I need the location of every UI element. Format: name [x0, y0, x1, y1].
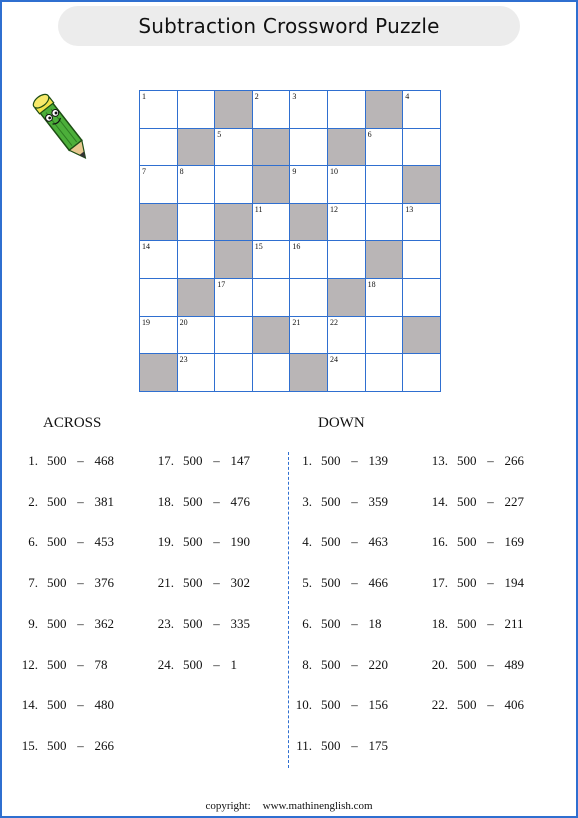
clue-subtrahend: 220 — [368, 656, 388, 672]
clue-minuend: 500 — [321, 493, 341, 509]
clue-number: 17. — [431, 575, 448, 591]
copyright-label: copyright: — [205, 800, 251, 812]
clue-operator: – — [213, 493, 220, 509]
clue-minuend: 500 — [183, 453, 203, 468]
clue-minuend: 500 — [183, 656, 203, 672]
cell-number: 9 — [292, 167, 297, 177]
grid-cell-blocked — [328, 279, 366, 317]
clue-number: 14. — [431, 493, 448, 509]
grid-cell-blocked — [290, 354, 328, 392]
clue-number: 18. — [157, 493, 174, 509]
down-clue — [288, 737, 388, 755]
clue-minuend: 500 — [183, 575, 203, 591]
clue-number: 6. — [302, 615, 312, 631]
clue-subtrahend: 139 — [368, 453, 388, 468]
cell-number: 7 — [142, 167, 146, 177]
clue-subtrahend: 169 — [504, 534, 524, 550]
cell-number: 21 — [292, 317, 301, 327]
clue-minuend: 500 — [321, 697, 341, 713]
grid-cell[interactable] — [290, 166, 328, 204]
across-clue — [150, 452, 250, 470]
clue-operator: – — [351, 453, 358, 468]
grid-cell[interactable] — [403, 354, 441, 392]
clue-operator: – — [77, 656, 84, 672]
grid-cell-blocked — [253, 129, 291, 167]
across-clue — [14, 737, 114, 755]
clue-number: 19. — [157, 534, 174, 550]
clue-subtrahend: 489 — [504, 656, 524, 672]
clue-subtrahend: 362 — [94, 615, 114, 631]
clue-minuend: 500 — [47, 615, 67, 631]
clue-number: 7. — [28, 575, 38, 591]
clue-number: 13. — [431, 453, 448, 468]
clue-number: 4. — [302, 534, 312, 550]
grid-cell[interactable] — [253, 279, 291, 317]
cell-number: 12 — [330, 204, 338, 214]
down-clue — [424, 656, 524, 674]
clue-operator: – — [77, 493, 84, 509]
cell-number: 16 — [292, 242, 301, 252]
clue-operator: – — [351, 656, 358, 672]
grid-cell[interactable] — [215, 279, 253, 317]
grid-cell[interactable] — [290, 241, 328, 279]
clue-subtrahend: 190 — [230, 534, 250, 550]
clue-subtrahend: 78 — [94, 656, 108, 672]
grid-cell-blocked — [140, 354, 178, 392]
across-clue — [14, 493, 114, 511]
clue-minuend: 500 — [321, 656, 341, 672]
cell-number: 1 — [142, 92, 146, 101]
cell-number: 4 — [405, 92, 410, 101]
clue-subtrahend: 468 — [94, 453, 114, 468]
across-clue — [150, 533, 250, 551]
down-clue — [424, 493, 524, 511]
grid-cell[interactable] — [178, 354, 216, 392]
clue-minuend: 500 — [47, 453, 67, 468]
clue-minuend: 500 — [457, 697, 477, 713]
clue-minuend: 500 — [321, 575, 341, 591]
grid-cell[interactable] — [253, 354, 291, 392]
clue-number: 1. — [28, 453, 38, 468]
grid-cell[interactable] — [366, 354, 404, 392]
grid-cell[interactable] — [328, 166, 366, 204]
clue-number: 10. — [295, 697, 312, 713]
grid-cell[interactable] — [290, 91, 328, 129]
grid-cell[interactable] — [328, 204, 366, 242]
grid-cell[interactable] — [366, 129, 404, 167]
cell-number: 2 — [254, 92, 259, 101]
grid-cell[interactable] — [215, 166, 253, 204]
clue-minuend: 500 — [321, 737, 341, 753]
clue-number: 6. — [28, 534, 38, 550]
clue-minuend: 500 — [457, 453, 477, 468]
down-clue — [288, 574, 388, 592]
clue-operator: – — [351, 575, 358, 591]
clue-subtrahend: 266 — [94, 737, 114, 753]
grid-cell[interactable] — [253, 204, 291, 242]
clue-operator: – — [213, 575, 220, 591]
clue-number: 16. — [431, 534, 448, 550]
cell-number: 23 — [179, 355, 188, 365]
clue-minuend: 500 — [183, 534, 203, 550]
clue-operator: – — [77, 615, 84, 631]
website-link[interactable]: www.mathinenglish.com — [262, 800, 373, 812]
clue-subtrahend: 147 — [230, 453, 250, 468]
grid-cell[interactable] — [140, 166, 178, 204]
clue-operator: – — [487, 493, 494, 509]
cell-number: 3 — [292, 92, 297, 101]
clue-minuend: 500 — [321, 615, 341, 631]
down-clue — [288, 533, 388, 551]
clue-subtrahend: 211 — [504, 615, 524, 631]
cell-number: 20 — [179, 317, 188, 327]
clue-operator: – — [77, 697, 84, 713]
cell-number: 6 — [367, 129, 372, 139]
cell-number: 11 — [254, 204, 263, 214]
grid-cell[interactable] — [178, 204, 216, 242]
cell-number: 19 — [142, 317, 150, 327]
clue-subtrahend: 266 — [504, 453, 524, 468]
clue-number: 11. — [296, 737, 312, 753]
clue-operator: – — [487, 575, 494, 591]
grid-cell[interactable] — [366, 204, 404, 242]
clue-number: 20. — [431, 656, 448, 672]
grid-cell[interactable] — [215, 317, 253, 355]
grid-cell[interactable] — [403, 279, 441, 317]
grid-cell-blocked — [253, 317, 291, 355]
grid-cell[interactable] — [403, 241, 441, 279]
down-clue — [424, 615, 524, 633]
grid-cell-blocked — [140, 204, 178, 242]
clue-subtrahend: 480 — [94, 697, 114, 713]
clue-number: 14. — [21, 697, 38, 713]
clue-operator: – — [213, 534, 220, 550]
across-clue — [14, 452, 114, 470]
clue-minuend: 500 — [183, 493, 203, 509]
grid-cell[interactable] — [253, 241, 291, 279]
grid-cell[interactable] — [178, 91, 216, 129]
grid-cell-blocked — [215, 204, 253, 242]
clue-operator: – — [487, 697, 494, 713]
grid-cell[interactable] — [215, 354, 253, 392]
grid-cell-blocked — [215, 91, 253, 129]
clue-minuend: 500 — [321, 453, 341, 468]
grid-cell[interactable] — [290, 279, 328, 317]
cell-number: 22 — [330, 317, 338, 327]
clue-number: 12. — [21, 656, 38, 672]
grid-cell[interactable] — [328, 241, 366, 279]
across-clue — [150, 574, 250, 592]
pencil-icon — [32, 88, 92, 170]
grid-cell[interactable] — [215, 129, 253, 167]
clue-subtrahend: 227 — [504, 493, 524, 509]
clue-subtrahend: 302 — [230, 575, 250, 591]
clue-minuend: 500 — [47, 656, 67, 672]
clue-subtrahend: 466 — [368, 575, 388, 591]
clue-subtrahend: 406 — [504, 697, 524, 713]
clue-operator: – — [77, 453, 84, 468]
cell-number: 18 — [367, 280, 376, 289]
clue-operator: – — [351, 615, 358, 631]
clue-number: 22. — [431, 697, 448, 713]
clue-minuend: 500 — [457, 656, 477, 672]
clue-operator: – — [351, 737, 358, 753]
clue-subtrahend: 18 — [368, 615, 382, 631]
grid-cell-blocked — [328, 129, 366, 167]
down-clue — [424, 696, 524, 714]
clue-operator: – — [77, 575, 84, 591]
grid-cell[interactable] — [140, 241, 178, 279]
cell-number: 14 — [142, 242, 150, 252]
grid-cell[interactable] — [178, 241, 216, 279]
clue-minuend: 500 — [457, 534, 477, 550]
clue-operator: – — [213, 615, 220, 631]
clue-operator: – — [487, 453, 494, 468]
cell-number: 17 — [217, 280, 226, 289]
clue-subtrahend: 335 — [230, 615, 250, 631]
clue-number: 3. — [302, 493, 312, 509]
grid-cell-blocked — [366, 91, 404, 129]
across-heading: ACROSS — [43, 415, 102, 431]
grid-cell[interactable] — [178, 166, 216, 204]
clue-operator: – — [213, 453, 220, 468]
clue-number: 18. — [431, 615, 448, 631]
down-clue — [424, 533, 524, 551]
grid-cell[interactable] — [366, 166, 404, 204]
clue-number: 21. — [157, 575, 174, 591]
clue-operator: – — [351, 697, 358, 713]
cell-number: 15 — [254, 242, 263, 252]
grid-cell[interactable] — [178, 317, 216, 355]
across-clue — [150, 493, 250, 511]
grid-cell-blocked — [290, 204, 328, 242]
clue-operator: – — [487, 534, 494, 550]
grid-cell-blocked — [178, 279, 216, 317]
grid-cell[interactable] — [140, 129, 178, 167]
clue-minuend: 500 — [183, 615, 203, 631]
grid-cell[interactable] — [253, 91, 291, 129]
down-clue — [288, 615, 382, 633]
clue-number: 23. — [157, 615, 174, 631]
across-clue — [150, 656, 237, 674]
clue-subtrahend: 453 — [94, 534, 114, 550]
clue-operator: – — [77, 737, 84, 753]
clue-subtrahend: 156 — [368, 697, 388, 713]
grid-cell-blocked — [403, 317, 441, 355]
down-clue — [424, 452, 524, 470]
across-clue — [14, 656, 108, 674]
grid-cell[interactable] — [328, 354, 366, 392]
grid-cell[interactable] — [140, 317, 178, 355]
grid-cell[interactable] — [328, 91, 366, 129]
down-clue — [288, 696, 388, 714]
grid-cell[interactable] — [366, 279, 404, 317]
clue-subtrahend: 359 — [368, 493, 388, 509]
clue-number: 15. — [21, 737, 38, 753]
grid-cell[interactable] — [403, 204, 441, 242]
cell-number: 13 — [405, 204, 414, 214]
grid-cell[interactable] — [290, 317, 328, 355]
grid-cell[interactable] — [366, 317, 404, 355]
down-heading: DOWN — [318, 415, 365, 431]
clue-operator: – — [351, 493, 358, 509]
grid-cell-blocked — [178, 129, 216, 167]
across-clue — [14, 533, 114, 551]
clue-operator: – — [487, 615, 494, 631]
clue-subtrahend: 476 — [230, 493, 250, 509]
clue-minuend: 500 — [321, 534, 341, 550]
down-clue — [288, 493, 388, 511]
grid-cell-blocked — [366, 241, 404, 279]
across-clue — [14, 574, 114, 592]
clue-number: 24. — [157, 656, 174, 672]
grid-cell-blocked — [403, 166, 441, 204]
cell-number: 5 — [217, 129, 222, 139]
clue-operator: – — [213, 656, 220, 672]
cell-number: 10 — [330, 167, 338, 177]
clue-number: 17. — [157, 453, 174, 468]
across-clue — [150, 615, 250, 633]
clue-minuend: 500 — [457, 493, 477, 509]
grid-cell[interactable] — [328, 317, 366, 355]
down-clue — [288, 656, 388, 674]
across-clue — [14, 696, 114, 714]
page-title: Subtraction Crossword Puzzle — [58, 6, 520, 46]
clue-number: 1. — [302, 453, 312, 468]
clue-number: 2. — [28, 493, 38, 509]
clue-subtrahend: 463 — [368, 534, 388, 550]
grid-cell[interactable] — [403, 129, 441, 167]
clue-subtrahend: 381 — [94, 493, 114, 509]
clue-minuend: 500 — [47, 534, 67, 550]
down-clue — [288, 452, 388, 470]
grid-cell-blocked — [253, 166, 291, 204]
grid-cell[interactable] — [290, 129, 328, 167]
clue-number: 8. — [302, 656, 312, 672]
across-clue — [14, 615, 114, 633]
grid-cell[interactable] — [403, 91, 441, 129]
grid-cell-blocked — [215, 241, 253, 279]
clue-minuend: 500 — [47, 697, 67, 713]
grid-cell[interactable] — [140, 279, 178, 317]
clue-operator: – — [77, 534, 84, 550]
clue-number: 5. — [302, 575, 312, 591]
clue-minuend: 500 — [457, 615, 477, 631]
cell-number: 24 — [330, 355, 338, 365]
clue-minuend: 500 — [457, 575, 477, 591]
grid-cell[interactable] — [140, 91, 178, 129]
clue-minuend: 500 — [47, 575, 67, 591]
clue-subtrahend: 376 — [94, 575, 114, 591]
footer — [0, 800, 578, 812]
clue-subtrahend: 175 — [368, 737, 388, 753]
crossword-grid — [139, 90, 441, 392]
cell-number: 8 — [179, 167, 184, 177]
clue-operator: – — [351, 534, 358, 550]
clue-minuend: 500 — [47, 493, 67, 509]
clue-minuend: 500 — [47, 737, 67, 753]
down-clue — [424, 574, 524, 592]
clue-subtrahend: 1 — [230, 656, 237, 672]
clue-operator: – — [487, 656, 494, 672]
clue-subtrahend: 194 — [504, 575, 524, 591]
clue-number: 9. — [28, 615, 38, 631]
